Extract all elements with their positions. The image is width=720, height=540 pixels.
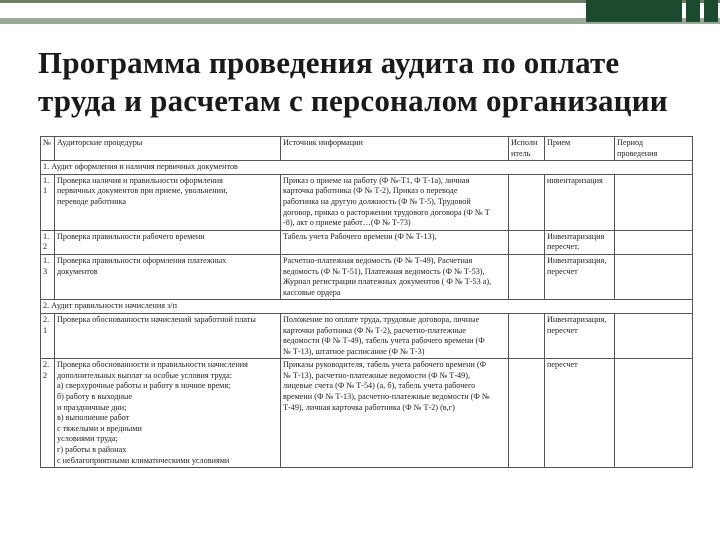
band-block-large	[586, 0, 682, 22]
cell-procedure: Проверка правильности рабочего времени	[55, 230, 281, 254]
band-block-small	[704, 0, 718, 22]
header-executor: Исполн итель	[509, 137, 545, 161]
section-row	[41, 300, 693, 314]
decorative-top-band	[0, 0, 720, 30]
cell-no: 1. 3	[41, 254, 55, 299]
cell-method: пересчет	[545, 359, 615, 468]
cell-no: 1. 1	[41, 174, 55, 230]
cell-method: Инвентаризация, пересчет	[545, 313, 615, 358]
header-source: Источник информации	[281, 137, 509, 161]
cell-procedure: Проверка правильности оформления платежных документов	[55, 254, 281, 299]
cell-no: 2. 1	[41, 313, 55, 358]
section-row	[41, 161, 693, 175]
header-no: №	[41, 137, 55, 161]
cell-procedure: Проверка обоснованности начислений заработной платы	[55, 313, 281, 358]
cell-no: 2. 2	[41, 359, 55, 468]
cell-period	[615, 174, 693, 230]
band-blocks	[586, 0, 718, 22]
cell-no: 1. 2	[41, 230, 55, 254]
cell-executor	[509, 174, 545, 230]
cell-method: Инвентаризация, пересчет	[545, 254, 615, 299]
table-row	[41, 359, 693, 468]
header-period: Период проведения	[615, 137, 693, 161]
table-row	[41, 313, 693, 358]
header-method: Прием	[545, 137, 615, 161]
table-row	[41, 254, 693, 299]
cell-method: инвентаризация	[545, 174, 615, 230]
cell-period	[615, 313, 693, 358]
slide-title	[38, 44, 698, 120]
cell-source: Приказ о приеме на работу (Ф №-Т1, Ф Т-1а), личная карточка работника (Ф № Т-2), Приказ о переводе работника на другую должность (Ф № Т-5), Трудовой договор, приказ о расторжении трудового договора (Ф № Т -8), акт о приеме работ…(Ф № Т-73)	[281, 174, 509, 230]
audit-program-table	[40, 136, 693, 468]
band-block-small	[686, 0, 700, 22]
table-header-row	[41, 137, 693, 161]
cell-executor	[509, 230, 545, 254]
cell-period	[615, 359, 693, 468]
cell-procedure: Проверка обоснованности и правильности начисления дополнительных выплат за особые условия труда: а) сверхурочные работы и работу в ночное время; б) работу в выходные и праздничные дни; в) выполнение работ с тяжелыми и вредными условиями труда; г) работы в районах с неблагоприятными климатическими условиями	[55, 359, 281, 468]
cell-method: Инвентаризация пересчет,	[545, 230, 615, 254]
cell-executor	[509, 359, 545, 468]
cell-period	[615, 230, 693, 254]
cell-source: Положение по оплате труда, трудовые договора, личные карточки работника (Ф № Т-2), расчетно-платежные ведомости (Ф № Т-49), табель учета рабочего времени (Ф № Т-13), штатное расписание (Ф № Т-3)	[281, 313, 509, 358]
cell-period	[615, 254, 693, 299]
slide-title-line-1: Программа проведения аудита по оплате	[38, 45, 620, 80]
section-title: 2. Аудит правильности начисления з/п	[41, 300, 693, 314]
section-title: 1. Аудит оформления и наличия первичных документов	[41, 161, 693, 175]
cell-procedure: Проверка наличия и правильности оформления первичных документов при приеме, увольнении, переводе работника	[55, 174, 281, 230]
table-row	[41, 174, 693, 230]
cell-executor	[509, 313, 545, 358]
header-procedure: Аудиторские процедуры	[55, 137, 281, 161]
slide-title-line-2: труда и расчетам с персоналом организации	[38, 83, 668, 118]
table-row	[41, 230, 693, 254]
cell-source: Табель учета Рабочего времени (Ф № Т-13),	[281, 230, 509, 254]
cell-source: Расчетно-платежная ведомость (Ф № Т-49), Расчетная ведомость (Ф № Т-51), Платежная ведомость (Ф № Т-53), Журнал регистрации платежных документов ( Ф № Т-53 а), кассовые ордера	[281, 254, 509, 299]
cell-source: Приказы руководителя, табель учета рабочего времени (Ф № Т-13), расчетно-платежные ведомости (Ф № Т-49), лицевые счета (Ф № Т-54) (а, б), табель учета рабочего времени (Ф № Т-13), расчетно-платежные ведомости (Ф № Т-49), личная карточка работника (Ф № Т-2) (в,г)	[281, 359, 509, 468]
cell-executor	[509, 254, 545, 299]
